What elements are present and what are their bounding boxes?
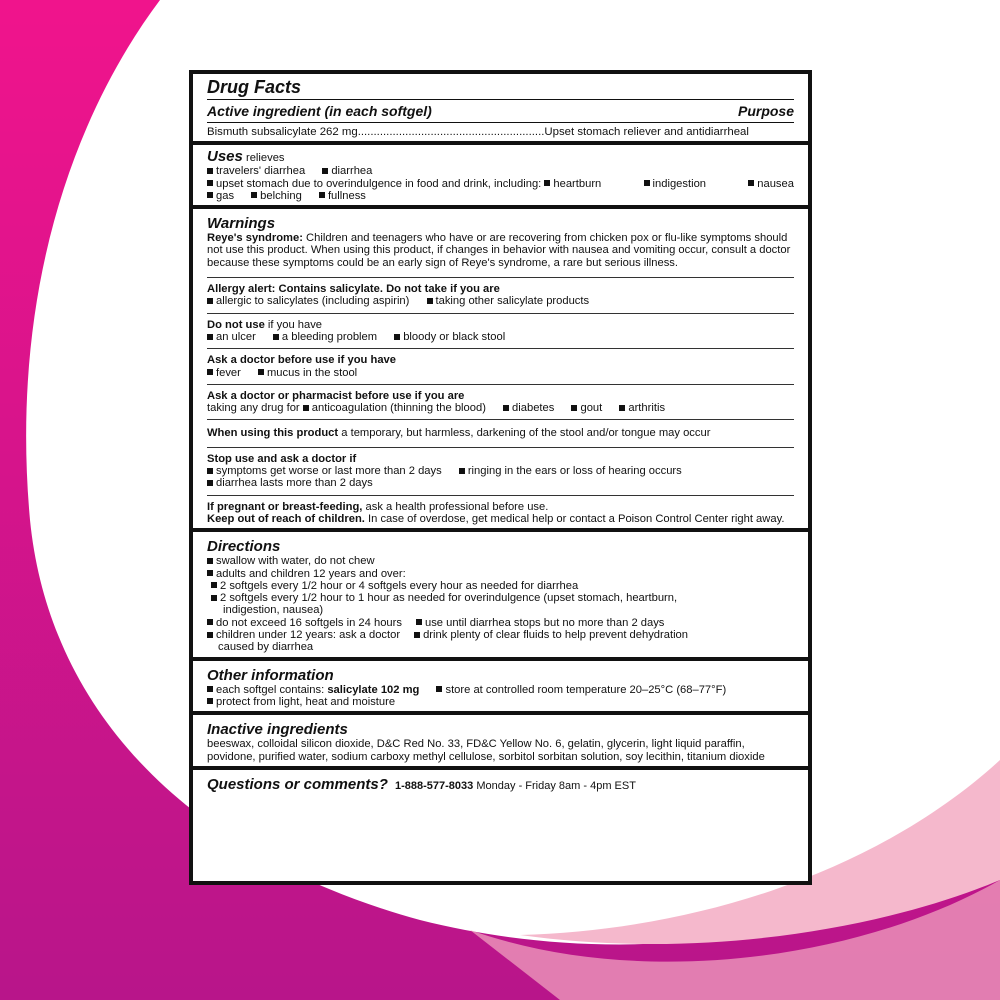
- bullet-icon: [207, 369, 213, 375]
- direction-item: swallow with water, do not chew: [216, 555, 375, 568]
- uses-line-2: [207, 178, 794, 190]
- ingredient-purpose: Upset stomach reliever and antidiarrheal: [544, 126, 749, 138]
- bullet-icon: [251, 192, 257, 198]
- direction-item: 2 softgels every 1/2 hour or 4 softgels every hour as needed for diarrhea: [220, 579, 579, 592]
- allergy-item: allergic to salicylates (including aspirin): [216, 295, 410, 308]
- inactive-text: beeswax, colloidal silicon dioxide, D&C Red No. 33, FD&C Yellow No. 6, gelatin, glycerin, light liquid paraffin, povidone, purified water, sodium carboxy methyl cellulose, sorbitol sorbitan solution, soy lecithin, titanium dioxide: [207, 738, 765, 763]
- preg-label: If pregnant or breast-feeding,: [207, 500, 363, 513]
- inactive-title: Inactive ingredients: [207, 721, 348, 739]
- direction-item: use until diarrhea stops but no more than 2 days: [424, 616, 665, 629]
- uses-line-3: [207, 190, 794, 202]
- pharm-item: anticoagulation (thinning the blood): [311, 402, 486, 415]
- ask-doctor-label: Ask a doctor before use if you have: [207, 354, 396, 367]
- ask-doctor-items: [207, 367, 794, 379]
- bullet-icon: [436, 686, 442, 692]
- questions-section: [193, 770, 808, 881]
- preg-text: ask a health professional before use.: [365, 500, 549, 513]
- bullet-icon: [207, 468, 213, 474]
- when-using: [207, 425, 794, 441]
- direction-item: children under 12 years: ask a doctor: [216, 629, 401, 642]
- bullet-icon: [571, 405, 577, 411]
- bullet-icon: [319, 192, 325, 198]
- ask-item: mucus in the stool: [266, 366, 358, 379]
- pharm-item: diabetes: [512, 402, 555, 415]
- keep-text: In case of overdose, get medical help or contact a Poison Control Center right away.: [368, 512, 785, 525]
- pharmacist-label: Ask a doctor or pharmacist before use if you are: [207, 389, 465, 402]
- bullet-icon: [619, 405, 625, 411]
- when-label: When using this product: [207, 427, 339, 440]
- bullet-icon: [207, 480, 213, 486]
- bullet-icon: [459, 468, 465, 474]
- bullet-icon: [394, 334, 400, 340]
- stop-items-2: [207, 477, 794, 489]
- use-item: heartburn: [553, 177, 602, 190]
- reye-warning: [207, 232, 794, 269]
- use-item: diarrhea: [331, 165, 373, 178]
- pharmacist-items: [207, 402, 794, 414]
- drug-facts-panel: [189, 70, 812, 885]
- use-item: belching: [260, 189, 302, 202]
- use-item: fullness: [327, 189, 366, 202]
- use-item: nausea: [757, 177, 794, 190]
- bullet-icon: [207, 334, 213, 340]
- purpose-label: Purpose: [737, 103, 794, 119]
- keep-label: Keep out of reach of children.: [207, 512, 365, 525]
- bullet-icon: [207, 180, 213, 186]
- pharm-prefix: taking any drug for: [207, 402, 300, 415]
- drug-facts-title: Drug Facts: [207, 77, 302, 97]
- direction-item: do not exceed 16 softgels in 24 hours: [216, 616, 402, 629]
- reye-label: Reye's syndrome:: [207, 232, 303, 245]
- uses-section: [193, 145, 808, 205]
- bullet-icon: [414, 632, 420, 638]
- bullet-icon: [273, 334, 279, 340]
- active-ingredient-row: [207, 102, 794, 120]
- donot-item: bloody or black stool: [403, 330, 506, 343]
- bullet-icon: [544, 180, 550, 186]
- uses-title: Uses: [207, 148, 243, 166]
- bullet-icon: [207, 686, 213, 692]
- use-item: gas: [216, 189, 235, 202]
- header-section: [193, 74, 808, 141]
- salicylate-amount: salicylate 102 mg: [327, 683, 420, 696]
- bullet-icon: [416, 619, 422, 625]
- when-text: a temporary, but harmless, darkening of the stool and/or tongue may occur: [341, 427, 711, 440]
- bullet-icon: [207, 558, 213, 564]
- bullet-icon: [207, 619, 213, 625]
- ingredient-line: [207, 126, 794, 138]
- bullet-icon: [207, 192, 213, 198]
- bullet-icon: [207, 698, 213, 704]
- warnings-section: [193, 209, 808, 528]
- stop-item: symptoms get worse or last more than 2 days: [216, 465, 442, 478]
- allergy-item: taking other salicylate products: [435, 295, 590, 308]
- stop-item: diarrhea lasts more than 2 days: [216, 477, 373, 490]
- keep-out-warning: [207, 513, 794, 525]
- directions-title: Directions: [207, 538, 281, 556]
- stop-items-1: [207, 465, 794, 477]
- ingredient-name: Bismuth subsalicylate 262 mg: [207, 126, 358, 138]
- donot-item: an ulcer: [216, 330, 256, 343]
- bullet-icon: [258, 369, 264, 375]
- bullet-icon: [748, 180, 754, 186]
- other-item: store at controlled room temperature 20–25°C (68–77°F): [445, 683, 727, 696]
- use-item: travelers' diarrhea: [216, 165, 306, 178]
- donot-item: a bleeding problem: [281, 330, 378, 343]
- bullet-icon: [427, 298, 433, 304]
- stop-item: ringing in the ears or loss of hearing occurs: [467, 465, 682, 478]
- bullet-icon: [207, 632, 213, 638]
- ingredient-dots: ...........................................................: [357, 126, 545, 138]
- pregnant-warning: [207, 501, 794, 513]
- use-item: upset stomach due to overindulgence in food and drink, including:: [216, 177, 542, 190]
- donot-label: Do not use: [207, 318, 265, 331]
- direction-item: adults and children 12 years and over:: [216, 567, 406, 580]
- allergy-label: Allergy alert: Contains salicylate. Do not take if you are: [207, 283, 500, 296]
- bullet-icon: [303, 405, 309, 411]
- direction-item: drink plenty of clear fluids to help prevent dehydration: [423, 629, 689, 642]
- warnings-title: Warnings: [207, 215, 276, 233]
- pharm-item: arthritis: [628, 402, 666, 415]
- active-ingredient-label: Active ingredient (in each softgel): [207, 103, 432, 119]
- uses-line-1: [207, 165, 794, 177]
- bullet-icon: [322, 168, 328, 174]
- donot-items: [207, 331, 794, 343]
- other-information-section: [193, 661, 808, 712]
- direction-item-cont: caused by diarrhea: [218, 641, 314, 654]
- questions-title: Questions or comments?: [207, 775, 388, 793]
- directions-section: [193, 532, 808, 656]
- phone-hours: Monday - Friday 8am - 4pm EST: [476, 779, 636, 792]
- pharm-item: gout: [580, 402, 603, 415]
- other-item: protect from light, heat and moisture: [216, 695, 396, 708]
- stop-use-label: Stop use and ask a doctor if: [207, 452, 357, 465]
- allergy-items: [207, 295, 794, 307]
- bullet-icon: [211, 595, 217, 601]
- donot-suffix: if you have: [267, 318, 323, 331]
- direction-item: 2 softgels every 1/2 hour to 1 hour as needed for overindulgence (upset stomach, heartburn,: [220, 592, 678, 605]
- bullet-icon: [503, 405, 509, 411]
- ask-item: fever: [216, 366, 241, 379]
- other-item: each softgel contains:: [216, 683, 325, 696]
- use-item: indigestion: [652, 177, 707, 190]
- inactive-ingredients-section: [193, 715, 808, 766]
- direction-item-cont: indigestion, nausea): [223, 604, 324, 617]
- bullet-icon: [207, 570, 213, 576]
- bullet-icon: [207, 168, 213, 174]
- bullet-icon: [644, 180, 650, 186]
- bullet-icon: [207, 298, 213, 304]
- phone-number: 1-888-577-8033: [394, 779, 474, 792]
- bullet-icon: [211, 582, 217, 588]
- other-info-title: Other information: [207, 666, 334, 684]
- reye-text: Children and teenagers who have or are recovering from chicken pox or flu-like symptoms should not use this product. When using this product, if changes in behavior with nausea and vomiting occur, consult a doctor because these symptoms could be an early sign of Reye's syndrome, a rare but serious illness.: [207, 232, 791, 269]
- uses-intro: relieves: [245, 152, 285, 165]
